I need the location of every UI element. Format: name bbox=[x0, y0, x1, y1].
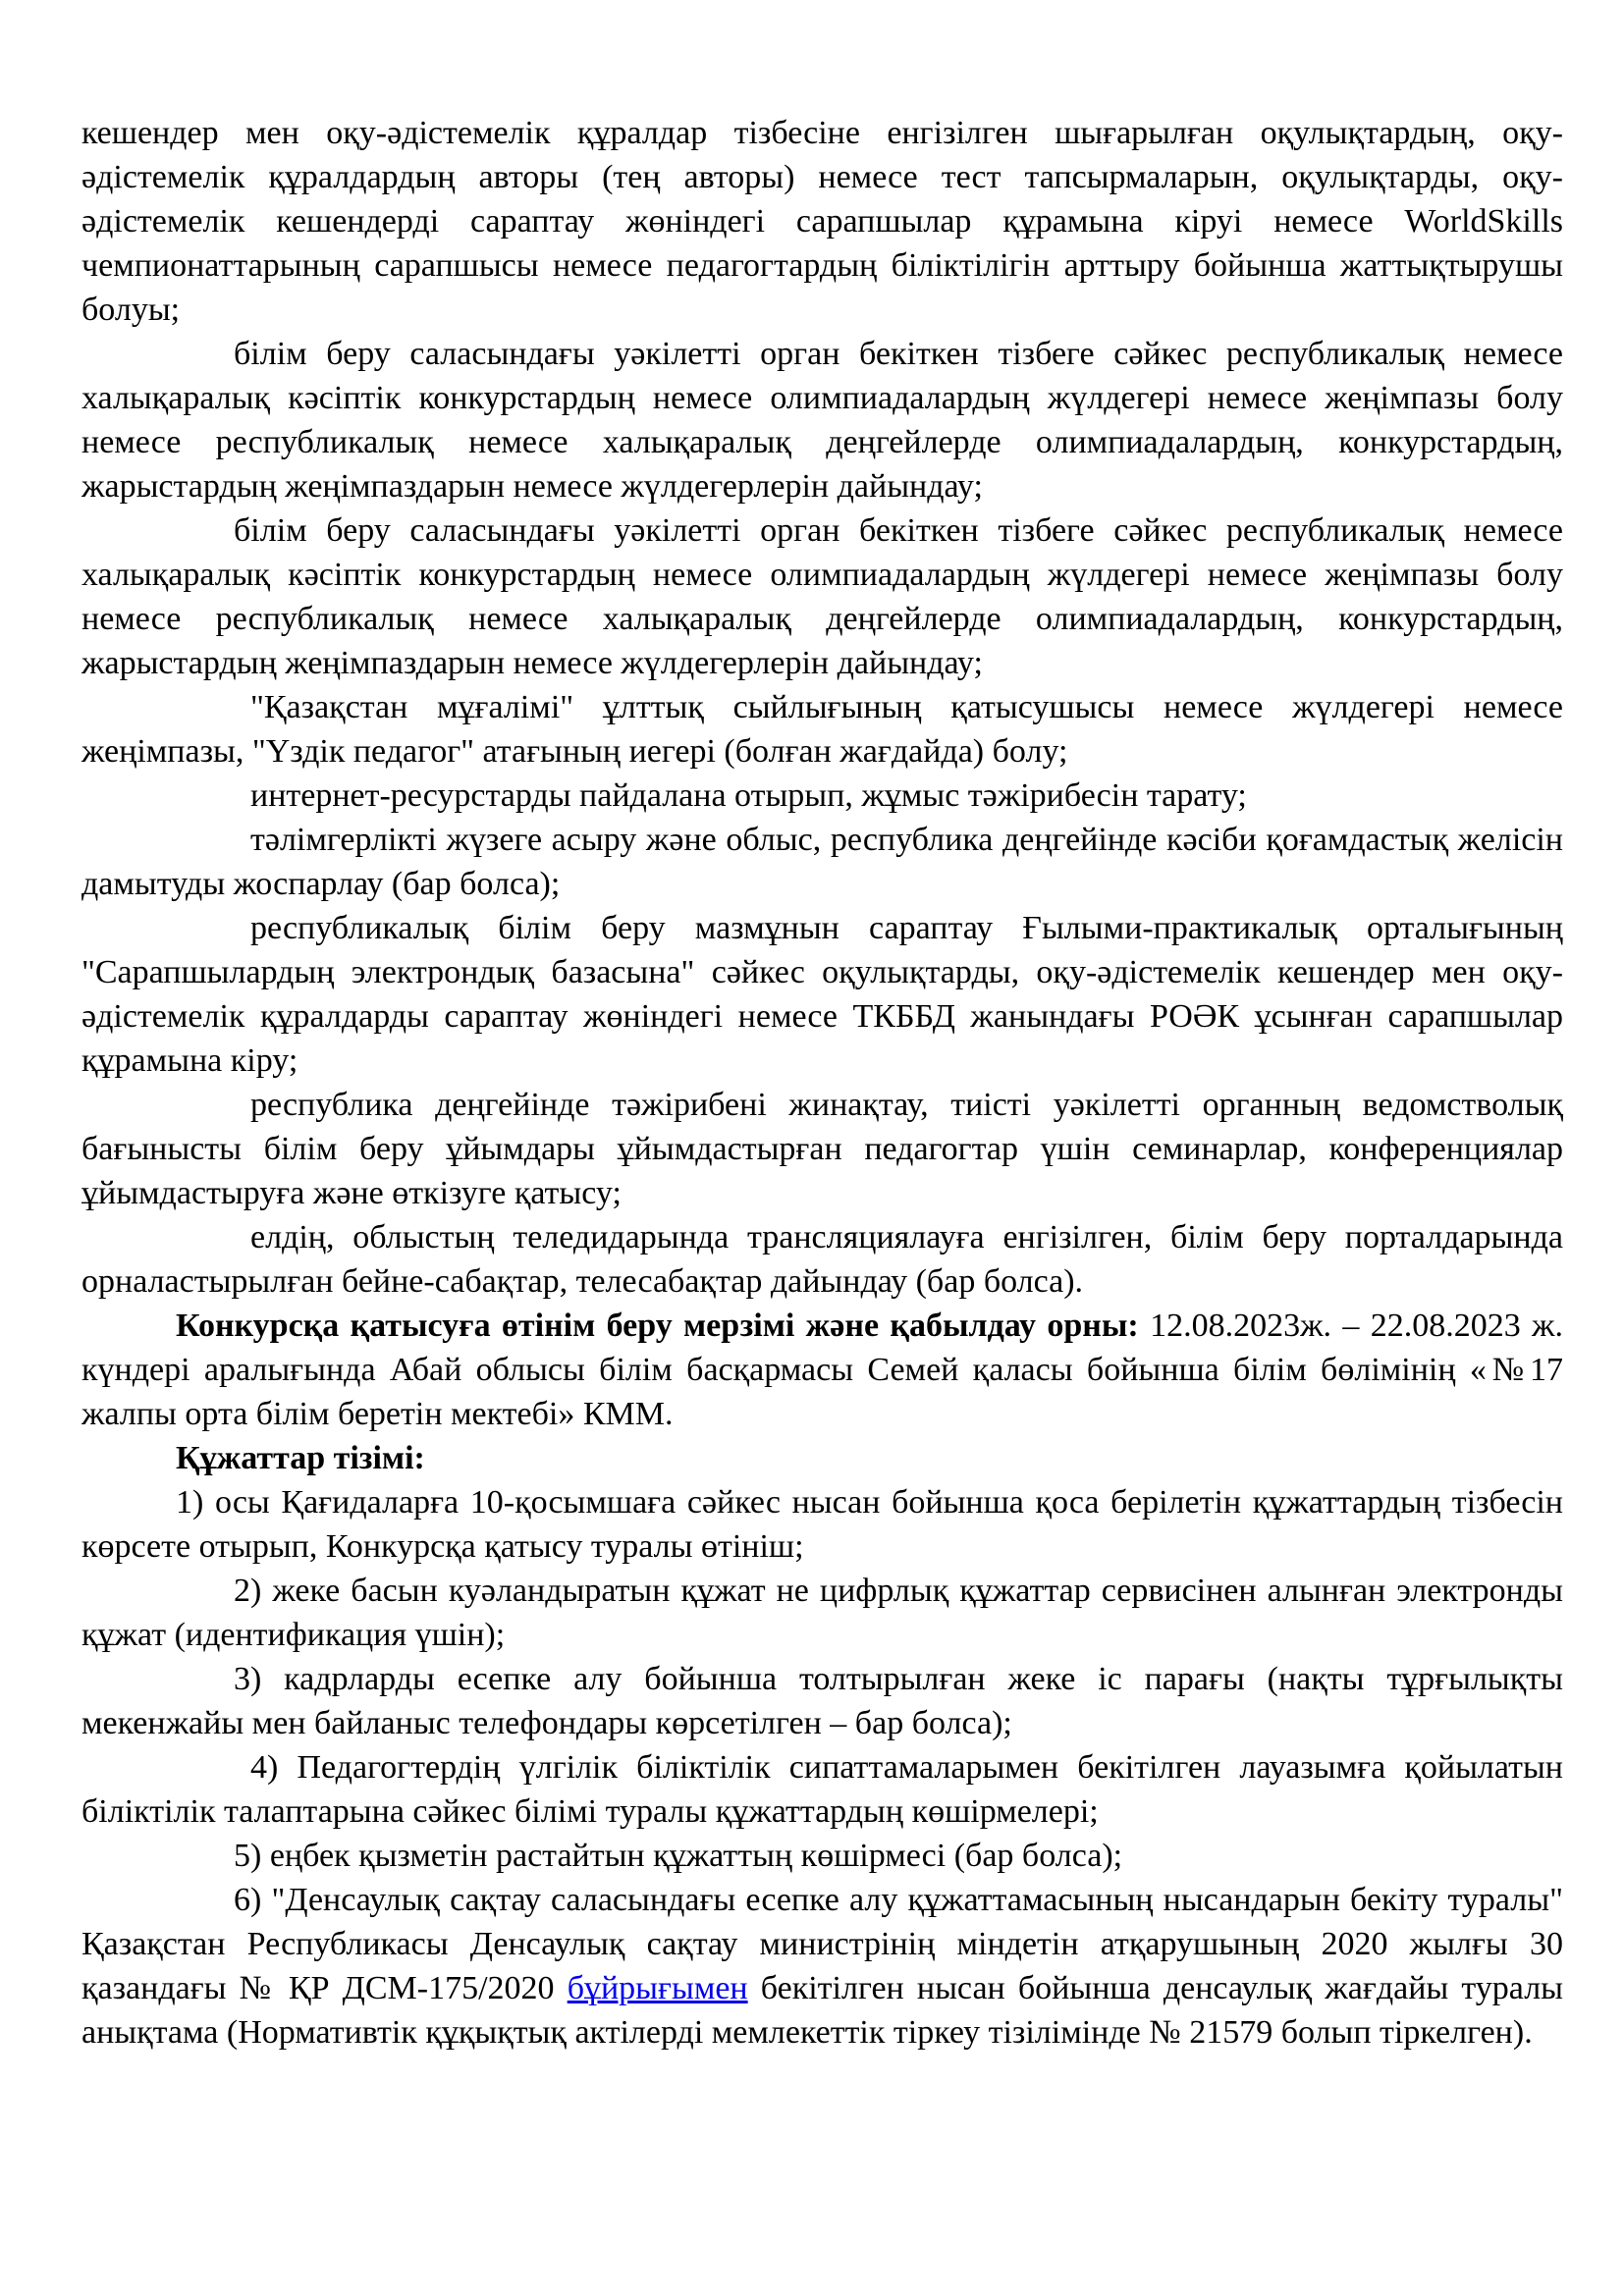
doc-item-5-employment-copy: 5) еңбек қызметін растайтын құжаттың көшірмесі (бар болса); bbox=[234, 1838, 1123, 1874]
paragraph-internet-resources: интернет-ресурстарды пайдалана отырып, жұмыс тәжірибесін тарату; bbox=[250, 777, 1247, 814]
order-link[interactable]: бұйрығымен bbox=[567, 1970, 748, 2006]
doc-item-3-personnel-sheet: 3) кадрларды есепке алу бойынша толтырылған жеке іс парағы (нақты тұрғылықты мекенжайы мен байланыс телефондары көрсетілген – бар болса); bbox=[81, 1661, 1563, 1741]
deadline-label: Конкурсқа қатысуға өтінім беру мерзімі және қабылдау орны: bbox=[176, 1308, 1139, 1344]
health-certificate-text-before: 6) "Денсаулық сақтау саласындағы есепке алу құжаттамасының нысандарын бекіту туралы" Қазақстан Республикасы Денсаулық сақтау министрінің міндетін атқарушының 2020 жылғы 30 қазандағы № ҚР ДСМ-175/2020 bbox=[81, 1882, 1563, 2006]
documents-list-label: Құжаттар тізімі: bbox=[176, 1440, 425, 1476]
paragraph-contest-winner-2: білім беру саласындағы уәкілетті орган бекіткен тізбеге сәйкес республикалық немесе халықаралық кәсіптік конкурстардың немесе олимпиадалардың жүлдегері немесе жеңімпазы болу немесе республикалық немесе халықаралық деңгейлерде олимпиадалардың, конкурстардың, жарыстардың жеңімпаздарын немесе жүлдегерлерін дайындау; bbox=[81, 512, 1563, 681]
paragraph-national-award: "Қазақстан мұғалімі" ұлттық сыйлығының қатысушысы немесе жүлдегері немесе жеңімпазы, "Үздік педагог" атағының иегері (болған жағдайда) болу; bbox=[81, 689, 1563, 770]
heading-documents-list bbox=[81, 1436, 1563, 1480]
doc-item-2-identity: 2) жеке басын куәландыратын құжат не цифрлық құжаттар сервисінен алынған электронды құжат (идентификация үшін); bbox=[81, 1573, 1563, 1653]
paragraph-application-deadline bbox=[81, 1304, 1563, 1436]
paragraph-expert-base: республикалық білім беру мазмұнын сараптау Ғылыми-практикалық орталығының "Сарапшылардың электрондық базасына" сәйкес оқулықтарды, оқу-әдістемелік кешендер мен оқу-әдістемелік құралдарды сараптау жөніндегі немесе ТКББД жанындағы РОӘК ұсынған сарапшылар құрамына кіру; bbox=[81, 910, 1563, 1079]
paragraph-authorship-criteria: кешендер мен оқу-әдістемелік құралдар тізбесіне енгізілген шығарылған оқулықтардың, оқу-әдістемелік құралдардың авторы (тең авторы) немесе тест тапсырмаларын, оқулықтарды, оқу-әдістемелік кешендерді сараптау жөніндегі сарапшылар құрамына кіруі немесе WorldSkills чемпионаттарының сарапшысы немесе педагогтардың біліктілігін арттыру бойынша жаттықтырушы болуы; bbox=[81, 115, 1563, 328]
doc-item-4-education-copies: 4) Педагогтердің үлгілік біліктілік сипаттамаларымен бекітілген лауазымға қойылатын біліктілік талаптарына сәйкес білімі туралы құжаттардың көшірмелері; bbox=[81, 1749, 1563, 1830]
paragraph-contest-winner-1: білім беру саласындағы уәкілетті орган бекіткен тізбеге сәйкес республикалық немесе халықаралық кәсіптік конкурстардың немесе олимпиадалардың жүлдегері немесе жеңімпазы болу немесе республикалық немесе халықаралық деңгейлерде олимпиадалардың, конкурстардың, жарыстардың жеңімпаздарын немесе жүлдегерлерін дайындау; bbox=[81, 336, 1563, 505]
paragraph-video-lessons: елдің, облыстың теледидарында трансляциялауға енгізілген, білім беру порталдарында орналастырылған бейне-сабақтар, телесабақтар дайындау (бар болса). bbox=[81, 1219, 1563, 1300]
paragraph-mentorship: тәлімгерлікті жүзеге асыру және облыс, республика деңгейінде кәсіби қоғамдастық желісін дамытуды жоспарлау (бар болса); bbox=[81, 822, 1563, 902]
deadline-details: 12.08.2023ж. – 22.08.2023 ж. күндері аралығында Абай облысы білім басқармасы Семей қаласы бойынша білім бөлімінің «№17 жалпы орта білім беретін мектебі» КММ. bbox=[81, 1308, 1564, 1432]
paragraph-seminars: республика деңгейінде тәжірибені жинақтау, тиісті уәкілетті органның ведомстволық бағынысты білім беру ұйымдары ұйымдастырған педагогтар үшін семинарлар, конференциялар ұйымдастыруға және өткізуге қатысу; bbox=[81, 1087, 1563, 1211]
doc-item-1-application: 1) осы Қағидаларға 10-қосымшаға сәйкес нысан бойынша қоса берілетін құжаттардың тізбесін көрсете отырып, Конкурсқа қатысу туралы өтініш; bbox=[81, 1484, 1563, 1565]
health-certificate-text-after: бекітілген нысан бойынша денсаулық жағдайы туралы анықтама (Нормативтік құқықтық актілерді мемлекеттік тіркеу тізілімінде № 21579 болып тіркелген). bbox=[81, 1970, 1564, 2051]
doc-item-6-health-certificate bbox=[81, 1878, 1563, 2055]
